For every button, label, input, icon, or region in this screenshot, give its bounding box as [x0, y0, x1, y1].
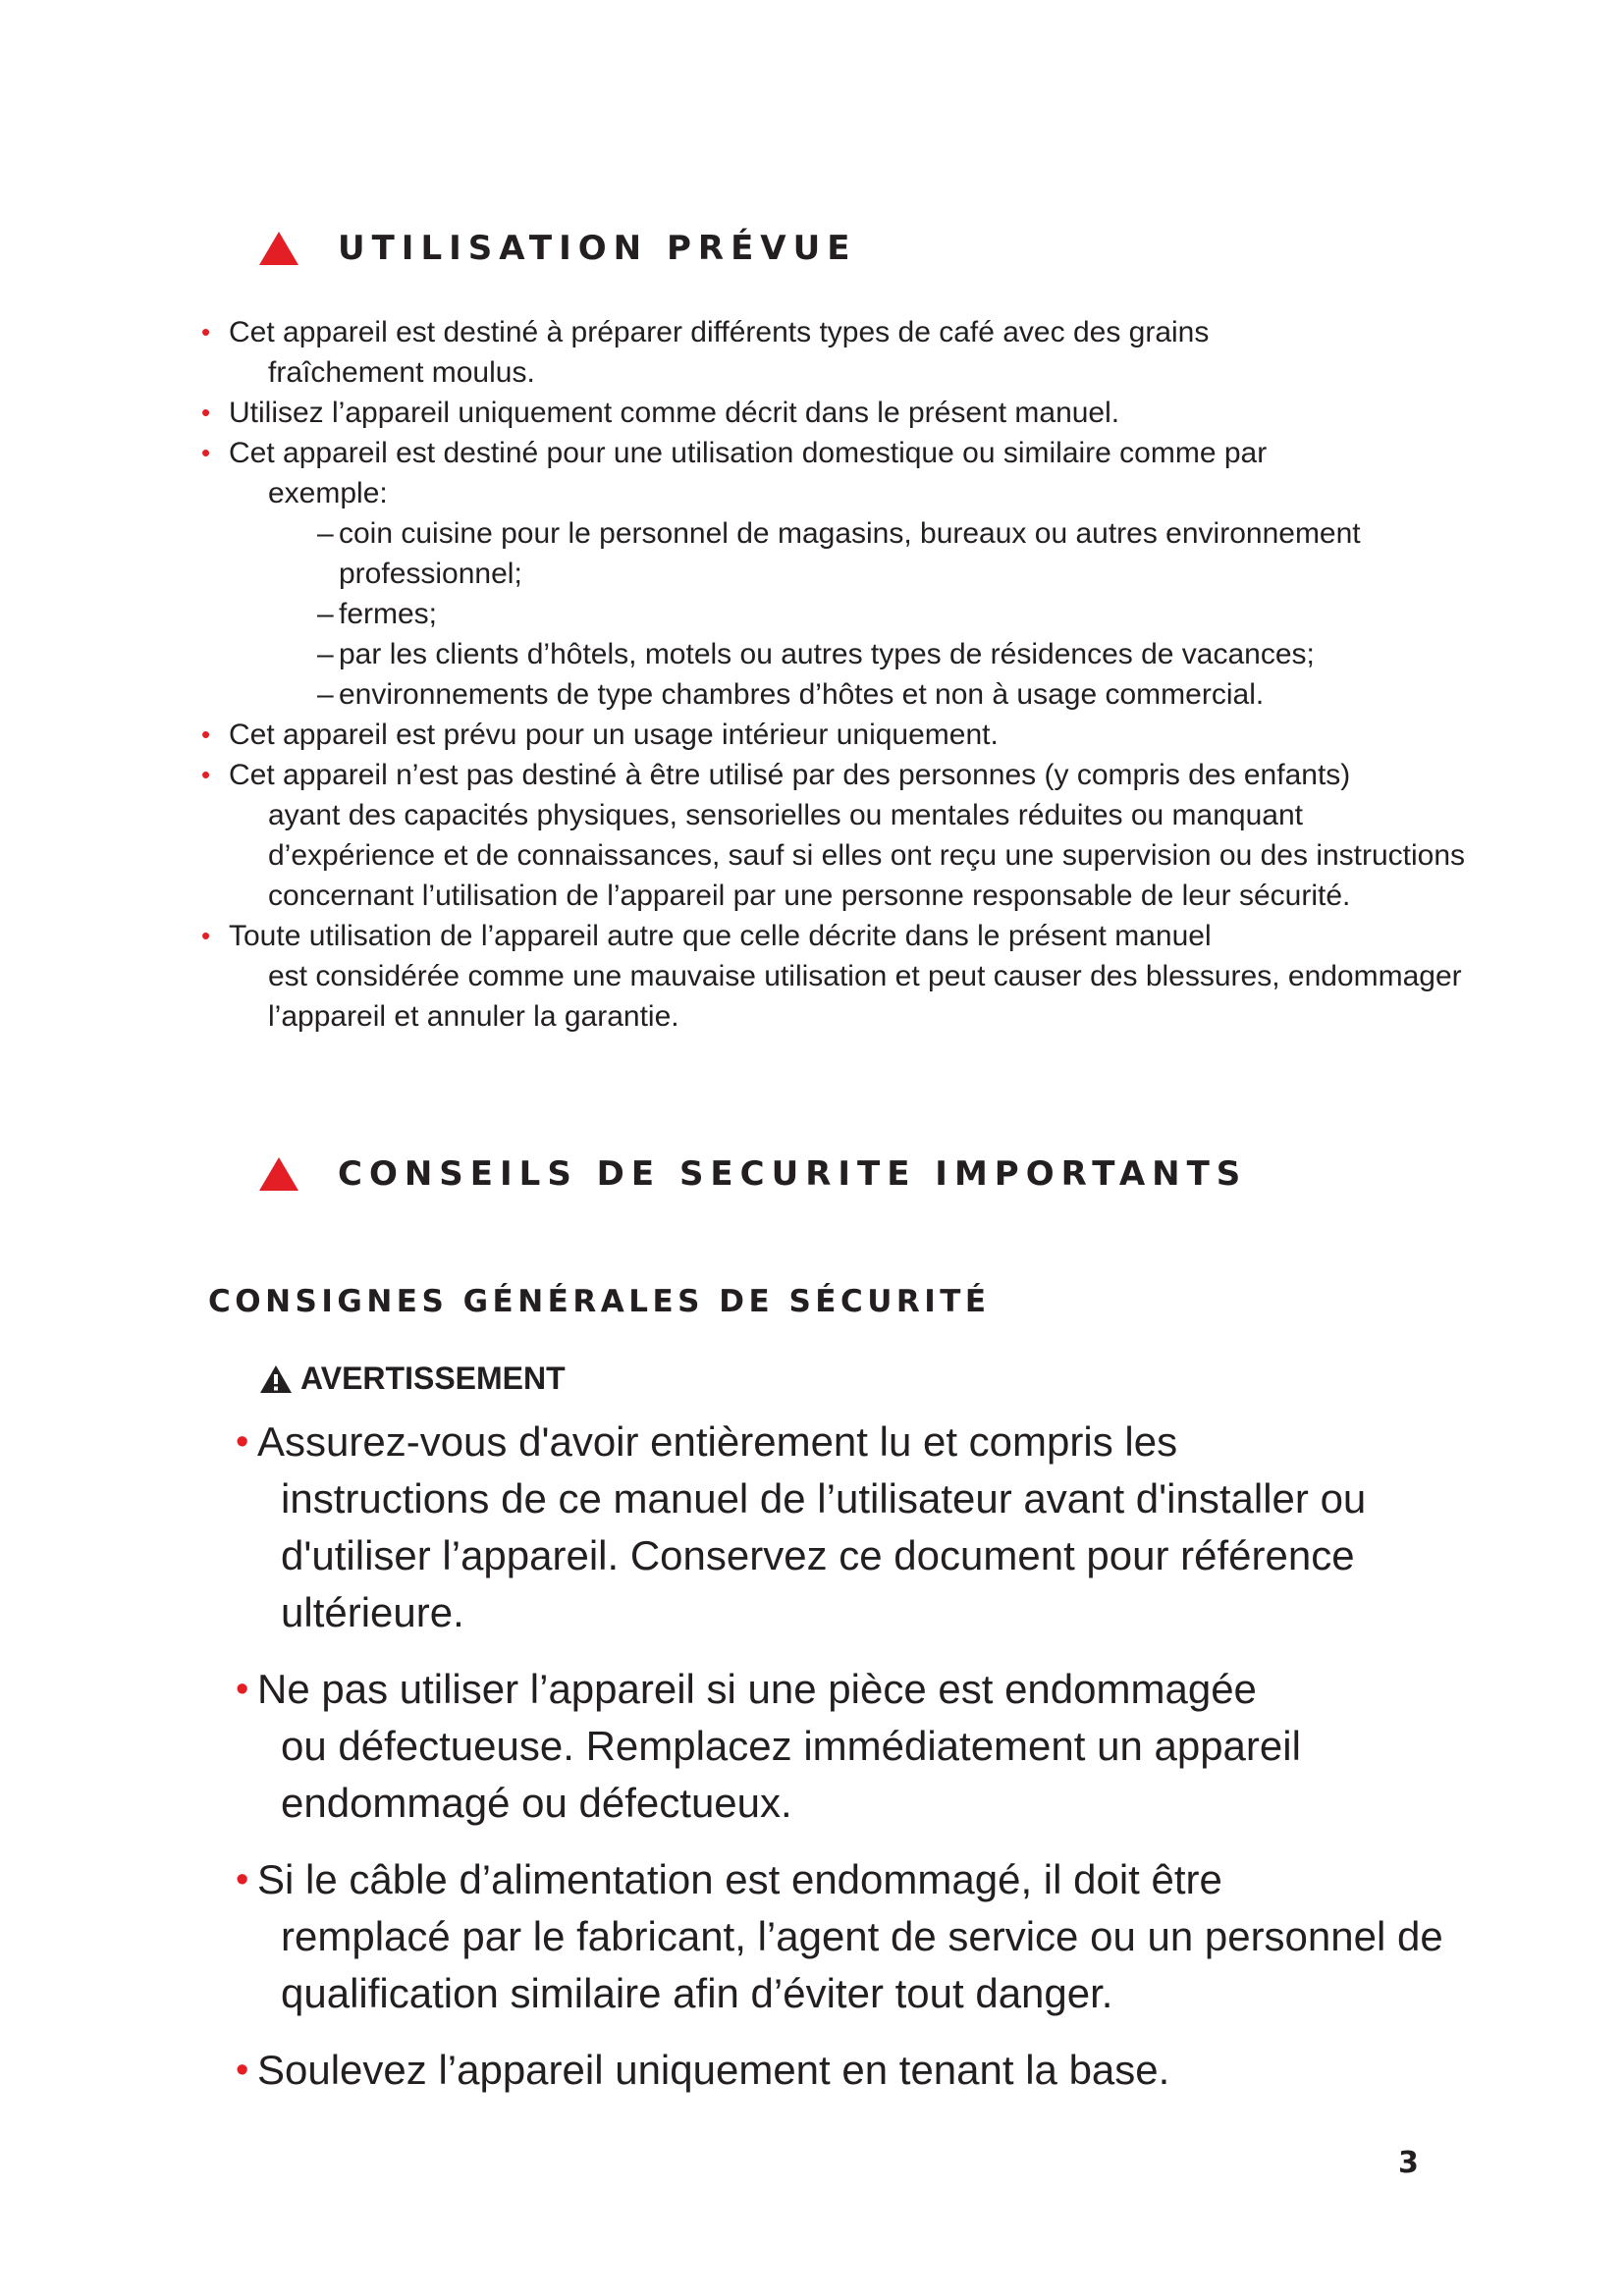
sub-list-item: – par les clients d’hôtels, motels ou autres types de résidences de vacances; — [317, 634, 1478, 674]
list-item: • Cet appareil est destiné à préparer différents types de café avec des grains fraîchement moulus. — [201, 312, 1478, 393]
section-title: CONSEILS DE SECURITE IMPORTANTS — [338, 1154, 1248, 1194]
section-heading-safety — [259, 1154, 1247, 1194]
sub-list-item: – environnements de type chambres d’hôtes et non à usage commercial. — [317, 674, 1478, 715]
section-heading-intended-use — [259, 229, 856, 268]
warning-label — [259, 1361, 566, 1397]
safety-list — [236, 1414, 1443, 2118]
list-item: • Cet appareil est prévu pour un usage intérieur uniquement. — [201, 715, 1478, 755]
warning-triangle-icon — [259, 1157, 298, 1191]
warning-text: AVERTISSEMENT — [300, 1361, 566, 1396]
intended-use-list — [201, 312, 1478, 1037]
sub-list-item: – fermes; — [317, 594, 1478, 634]
page-number: 3 — [1398, 2146, 1419, 2180]
list-item: • Cet appareil est destiné pour une utilisation domestique ou similaire comme par exemple: – coin cuisine pour le personnel de magasins, bureaux ou autres environnement professionnel; – fermes; – par les clients d’hôtels, motels ou autres types de résidences de vacances; – environnements de type chambres d’hôtes et non à usage commercial. — [201, 433, 1478, 715]
list-item: • Utilisez l’appareil uniquement comme décrit dans le présent manuel. — [201, 393, 1478, 433]
list-item: • Si le câble d’alimentation est endommagé, il doit être remplacé par le fabricant, l’agent de service ou un personnel de qualification similaire afin d’éviter tout danger. — [236, 1851, 1443, 2022]
sub-list-item: – coin cuisine pour le personnel de magasins, bureaux ou autres environnement professionnel; — [317, 513, 1478, 594]
section-title: UTILISATION PRÉVUE — [338, 229, 857, 268]
list-item: • Cet appareil n’est pas destiné à être utilisé par des personnes (y compris des enfants) ayant des capacités physiques, sensorielles ou mentales réduites ou manquant d’expérience et de connaissances, sauf si elles ont reçu une supervision ou des instructions concernant l’utilisation de l’appareil par une personne responsable de leur sécurité. — [201, 755, 1478, 916]
warning-exclamation-icon — [259, 1364, 293, 1394]
warning-triangle-icon — [259, 232, 298, 265]
list-item: • Ne pas utiliser l’appareil si une pièce est endommagée ou défectueuse. Remplacez immédiatement un appareil endommagé ou défectueux. — [236, 1661, 1443, 1832]
list-item: • Assurez-vous d'avoir entièrement lu et compris les instructions de ce manuel de l’utilisateur avant d'installer ou d'utiliser l’appareil. Conservez ce document pour référence ultérieure. — [236, 1414, 1443, 1641]
general-safety-subheading: CONSIGNES GÉNÉRALES DE SÉCURITÉ — [208, 1284, 991, 1319]
list-item: • Toute utilisation de l’appareil autre que celle décrite dans le présent manuel est considérée comme une mauvaise utilisation et peut causer des blessures, endommager l’appareil et annuler la garantie. — [201, 916, 1478, 1037]
list-item: • Soulevez l’appareil uniquement en tenant la base. — [236, 2042, 1443, 2099]
examples-sublist — [229, 513, 1478, 715]
